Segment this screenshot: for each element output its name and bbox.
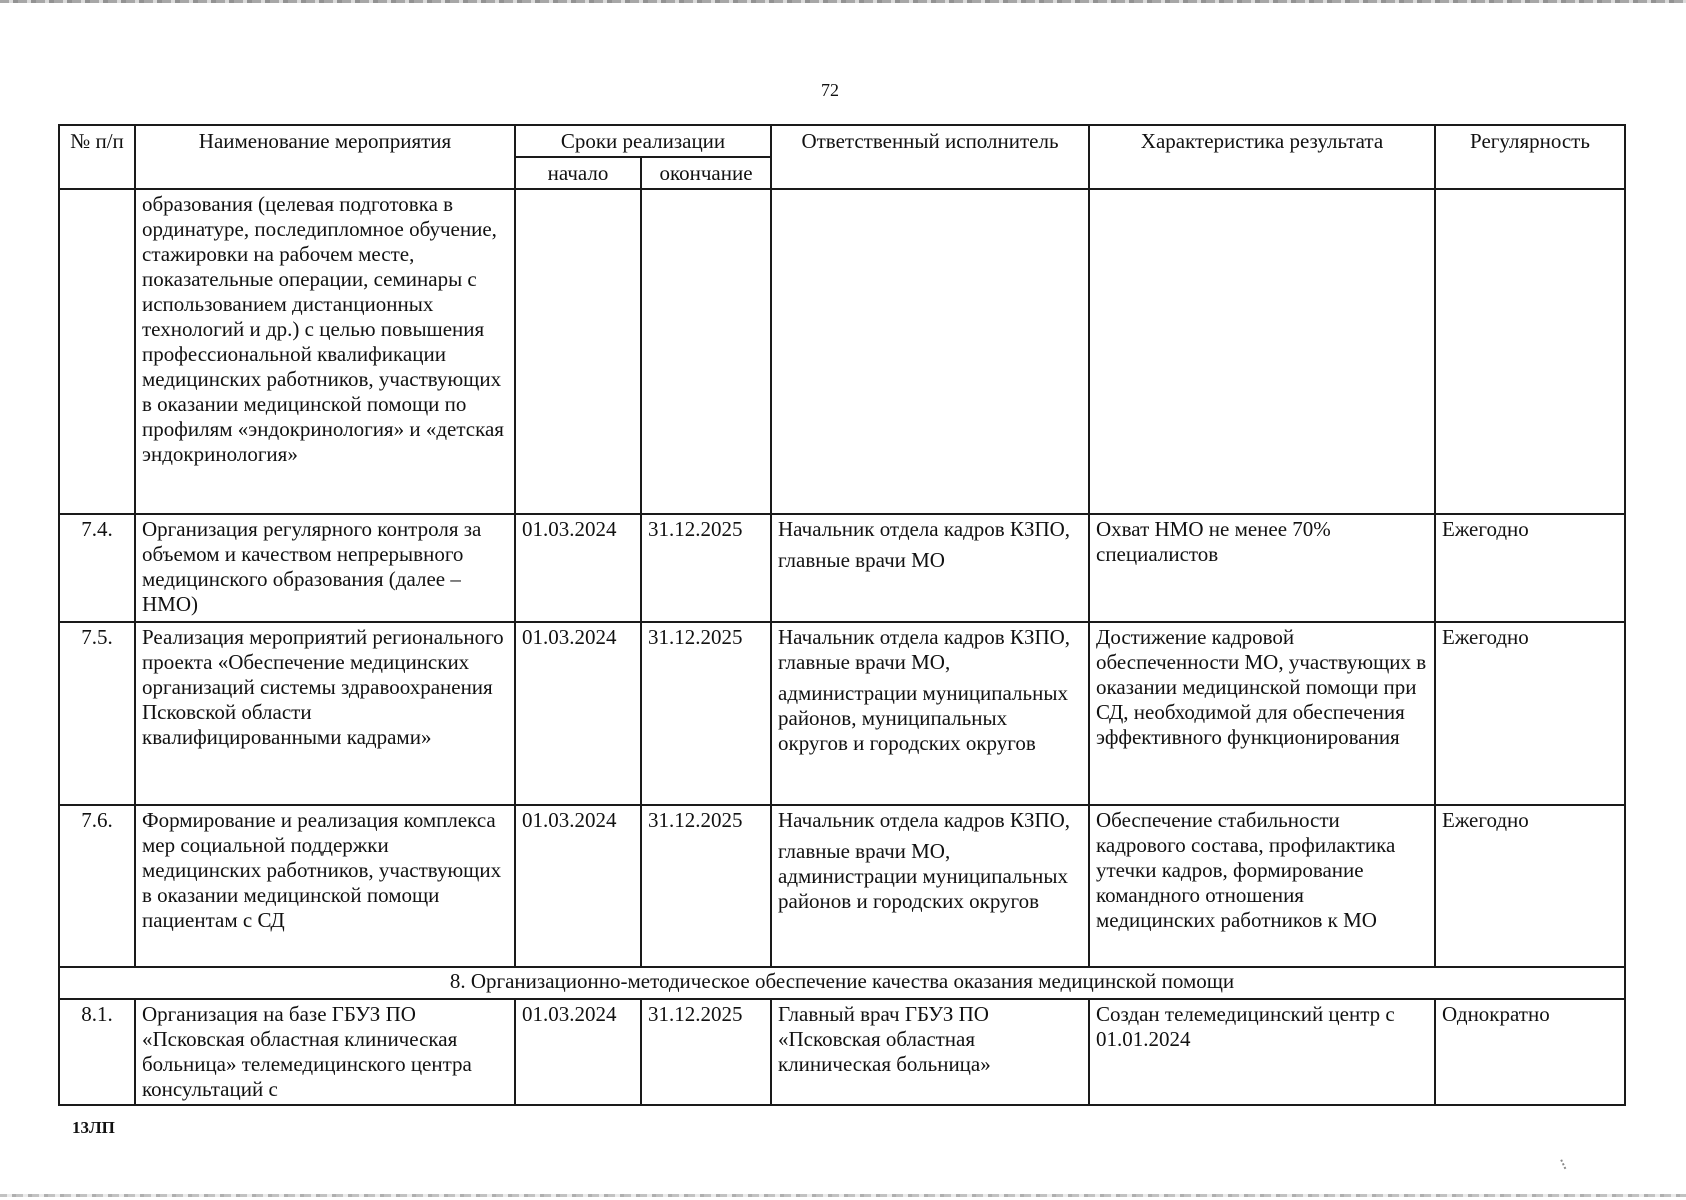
header-num: № п/п bbox=[59, 125, 135, 189]
cell-regularity: Ежегодно bbox=[1435, 622, 1625, 805]
header-period: Сроки реализации bbox=[515, 125, 771, 157]
responsible-line: главные врачи МО bbox=[778, 548, 945, 572]
responsible-line: Начальник отдела кадров КЗПО, bbox=[778, 517, 1071, 541]
activities-table bbox=[58, 124, 1626, 1106]
cell-regularity bbox=[1435, 189, 1625, 514]
cell-start: 01.03.2024 bbox=[515, 622, 641, 805]
responsible-line: администрации муниципальных районов, муниципальных округов и городских округов bbox=[778, 681, 1068, 755]
responsible-line: Начальник отдела кадров КЗПО, главные врачи МО, bbox=[778, 625, 1071, 674]
cell-start bbox=[515, 189, 641, 514]
responsible-line: главные врачи МО, администрации муниципальных районов и городских округов bbox=[778, 839, 1068, 913]
cell-responsible bbox=[771, 514, 1089, 622]
cell-regularity: Однократно bbox=[1435, 999, 1625, 1105]
header-responsible: Ответственный исполнитель bbox=[771, 125, 1089, 189]
cell-end: 31.12.2025 bbox=[641, 622, 771, 805]
header-start: начало bbox=[515, 157, 641, 189]
cell-responsible bbox=[771, 622, 1089, 805]
cell-name: Организация регулярного контроля за объемом и качеством непрерывного медицинского образования (далее – НМО) bbox=[135, 514, 515, 622]
header-row bbox=[59, 125, 1625, 157]
cell-num bbox=[59, 189, 135, 514]
section-heading: 8. Организационно-методическое обеспечение качества оказания медицинской помощи bbox=[59, 967, 1625, 999]
cell-end: 31.12.2025 bbox=[641, 999, 771, 1105]
header-name: Наименование мероприятия bbox=[135, 125, 515, 189]
cell-name: образования (целевая подготовка в ординатуре, последипломное обучение, стажировки на рабочем месте, показательные операции, семинары с использованием дистанционных технологий и др.) с целью повышения профессиональной квалификации медицинских работников, участвующих в оказании медицинской помощи по профилям «эндокринология» и «детская эндокринология» bbox=[135, 189, 515, 514]
responsible-line: Начальник отдела кадров КЗПО, bbox=[778, 808, 1071, 832]
section-row bbox=[59, 967, 1625, 999]
cell-result: Достижение кадровой обеспеченности МО, участвующих в оказании медицинской помощи при СД, необходимой для обеспечения эффективного функционирования bbox=[1089, 622, 1435, 805]
header-end: окончание bbox=[641, 157, 771, 189]
cell-end: 31.12.2025 bbox=[641, 805, 771, 967]
cell-responsible bbox=[771, 805, 1089, 967]
cell-result: Обеспечение стабильности кадрового состава, профилактика утечки кадров, формирование командного отношения медицинских работников к МО bbox=[1089, 805, 1435, 967]
cell-start: 01.03.2024 bbox=[515, 514, 641, 622]
scan-edge-top bbox=[0, 0, 1686, 3]
document-code: 13ЛП bbox=[72, 1118, 115, 1137]
cell-num: 8.1. bbox=[59, 999, 135, 1105]
cell-num: 7.4. bbox=[59, 514, 135, 622]
table-row bbox=[59, 514, 1625, 622]
cell-result bbox=[1089, 189, 1435, 514]
cell-start: 01.03.2024 bbox=[515, 999, 641, 1105]
scan-mark bbox=[1560, 1157, 1571, 1169]
cell-regularity: Ежегодно bbox=[1435, 805, 1625, 967]
cell-result: Создан телемедицинский центр с 01.01.2024 bbox=[1089, 999, 1435, 1105]
cell-name: Формирование и реализация комплекса мер социальной поддержки медицинских работников, участвующих в оказании медицинской помощи пациентам с СД bbox=[135, 805, 515, 967]
cell-end: 31.12.2025 bbox=[641, 514, 771, 622]
table-row bbox=[59, 622, 1625, 805]
cell-name: Реализация мероприятий регионального проекта «Обеспечение медицинских организаций системы здравоохранения Псковской области квалифицированными кадрами» bbox=[135, 622, 515, 805]
table-row bbox=[59, 999, 1625, 1105]
cell-num: 7.6. bbox=[59, 805, 135, 967]
cell-start: 01.03.2024 bbox=[515, 805, 641, 967]
table-row bbox=[59, 805, 1625, 967]
scan-edge-bottom bbox=[0, 1194, 1686, 1197]
cell-regularity: Ежегодно bbox=[1435, 514, 1625, 622]
header-regularity: Регулярность bbox=[1435, 125, 1625, 189]
table-row-continuation bbox=[59, 189, 1625, 514]
cell-num: 7.5. bbox=[59, 622, 135, 805]
header-result: Характеристика результата bbox=[1089, 125, 1435, 189]
cell-result: Охват НМО не менее 70% специалистов bbox=[1089, 514, 1435, 622]
cell-name: Организация на базе ГБУЗ ПО «Псковская областная клиническая больница» телемедицинского центра консультаций с bbox=[135, 999, 515, 1105]
page-number: 72 bbox=[821, 80, 839, 100]
cell-responsible: Главный врач ГБУЗ ПО «Псковская областная клиническая больница» bbox=[771, 999, 1089, 1105]
cell-responsible bbox=[771, 189, 1089, 514]
cell-end bbox=[641, 189, 771, 514]
